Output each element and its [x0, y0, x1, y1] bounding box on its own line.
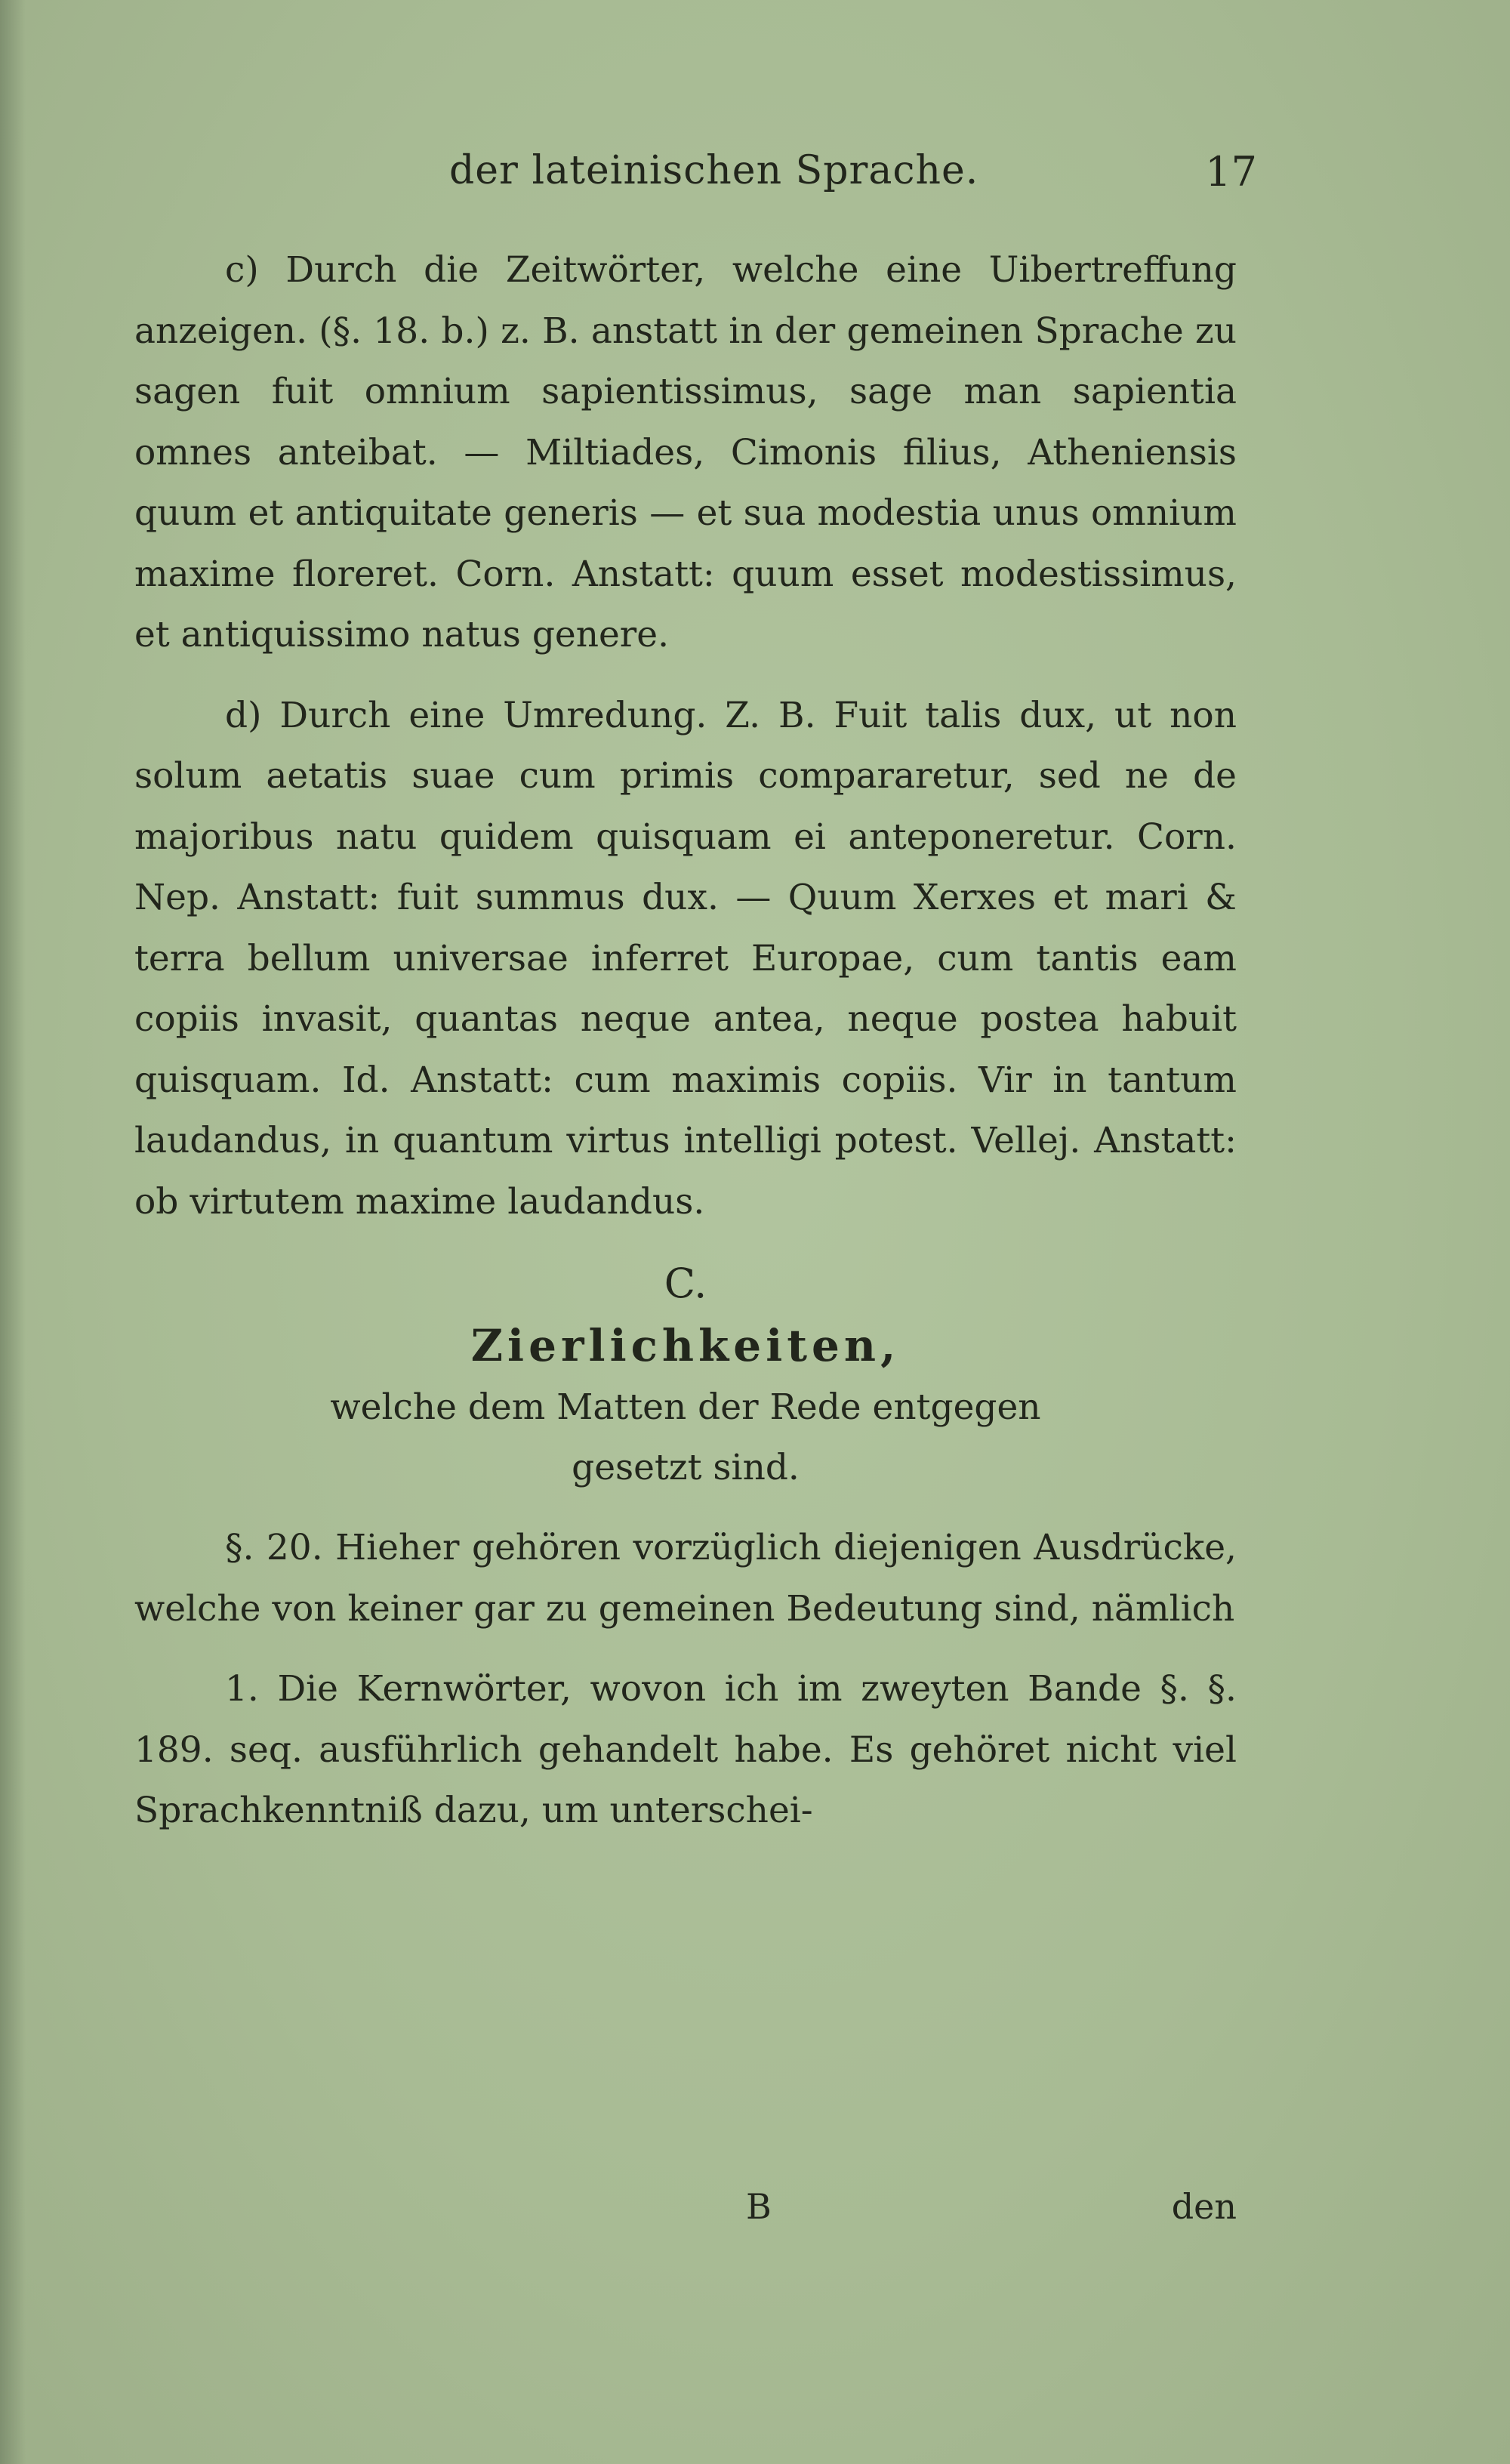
running-head: der lateinischen Sprache.	[449, 148, 979, 193]
page-footer	[134, 2186, 1237, 2239]
paragraph-c: c) Durch die Zeitwörter, welche eine Uibertreffung anzeigen. (§. 18. b.) z. B. anstatt in der gemeinen Sprache zu sagen fuit omnium sapientissimus, sage man sapientia omnes anteibat. — Miltiades, Cimonis filius, Atheniensis quum et antiquitate generis — et sua modestia unus omnium maxime floreret. Corn. Anstatt: quum esset modestissimus, et antiquissimo natus genere.	[134, 249, 1237, 655]
section-letter: C.	[664, 1260, 707, 1307]
paragraph-20: §. 20. Hieher gehören vorzüglich diejenigen Ausdrücke, welche von keiner gar zu gemeinen Bedeutung sind, nämlich	[134, 1527, 1237, 1630]
section-subtitle-line-1: welche dem Matten der Rede entgegen	[330, 1386, 1041, 1428]
paragraph-1: 1. Die Kernwörter, wovon ich im zweyten Bande §. §. 189. seq. ausführlich gehandelt habe. Es gehöret nicht viel Sprachkenntniß dazu, um unterschei-	[134, 1668, 1237, 1831]
catchword: den	[1171, 2186, 1237, 2227]
page-gutter-shadow	[0, 0, 26, 2464]
section-subtitle-line-2: gesetzt sind.	[572, 1447, 800, 1488]
page-header	[132, 148, 1257, 201]
page-number: 17	[1205, 148, 1257, 196]
main-text	[134, 240, 1237, 1842]
signature-mark: B	[746, 2186, 772, 2227]
section-title: Zierlichkeiten,	[470, 1320, 901, 1371]
paragraph-d: d) Durch eine Umredung. Z. B. Fuit talis dux, ut non solum aetatis suae cum primis compararetur, sed ne de majoribus natu quidem quisquam ei anteponeretur. Corn. Nep. Anstatt: fuit summus dux. — Quum Xerxes et mari & terra bellum universae inferret Europae, cum tantis eam copiis invasit, quantas neque antea, neque postea habuit quisquam. Id. Anstatt: cum maximis copiis. Vir in tantum laudandus, in quantum virtus intelligi potest. Vellej. Anstatt: ob virtutem maxime laudandus.	[134, 694, 1237, 1223]
